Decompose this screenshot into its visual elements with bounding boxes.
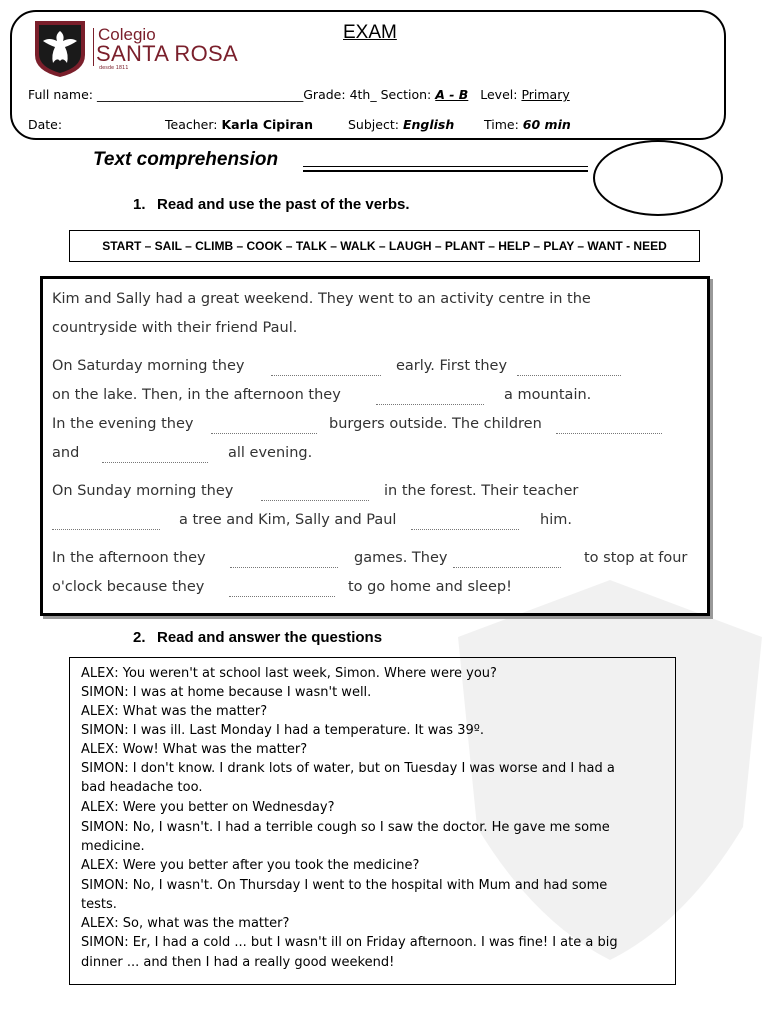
story-line: On Saturday morning they	[52, 358, 245, 374]
dialog-line: ALEX: Wow! What was the matter?	[81, 742, 308, 757]
dialog-line: dinner ... and then I had a really good weekend!	[81, 955, 395, 970]
verb-list: START – SAIL – CLIMB – COOK – TALK – WALK – LAUGH – PLANT – HELP – PLAY – WANT - NEED	[102, 239, 667, 253]
story-line: and	[52, 445, 80, 461]
question-1-heading	[133, 196, 410, 213]
school-crest-logo	[31, 17, 89, 79]
answer-blank[interactable]	[453, 567, 561, 568]
question-2-number: 2.	[133, 629, 146, 646]
dialog-line: ALEX: Were you better on Wednesday?	[81, 800, 335, 815]
answer-blank[interactable]	[261, 500, 369, 501]
answer-blank[interactable]	[229, 596, 335, 597]
story-line: Kim and Sally had a great weekend. They went to an activity centre in the	[52, 291, 591, 307]
section-title-rule-thin	[303, 166, 588, 167]
story-line: games. They	[354, 550, 448, 566]
dialog-line: SIMON: I was ill. Last Monday I had a temperature. It was 39º.	[81, 723, 485, 738]
story-line: to stop at four	[584, 550, 688, 566]
dialog-line: ALEX: What was the matter?	[81, 704, 268, 719]
dialog-line: SIMON: I was at home because I wasn't well.	[81, 685, 372, 700]
answer-blank[interactable]	[556, 433, 662, 434]
verb-list-box	[69, 230, 700, 262]
time-value: 60 min	[522, 117, 571, 132]
teacher-row	[165, 117, 313, 132]
answer-blank[interactable]	[271, 375, 381, 376]
story-line: in the forest. Their teacher	[384, 483, 579, 499]
answer-blank[interactable]	[230, 567, 338, 568]
answer-blank[interactable]	[411, 529, 519, 530]
dialog-line: ALEX: You weren't at school last week, Simon. Where were you?	[81, 666, 497, 681]
dialog-line: SIMON: Er, I had a cold ... but I wasn't ill on Friday afternoon. I was fine! I ate a big	[81, 935, 618, 950]
dialog-line: ALEX: So, what was the matter?	[81, 916, 290, 931]
story-line: all evening.	[228, 445, 313, 461]
story-box	[40, 276, 710, 616]
level-label: Level:	[480, 87, 518, 102]
score-oval	[593, 140, 723, 216]
subject-row	[348, 117, 454, 132]
grade-value: 4th_	[349, 87, 377, 102]
logo-divider	[93, 28, 94, 66]
exam-title: EXAM	[343, 22, 397, 43]
question-2-text: Read and answer the questions	[157, 629, 383, 646]
level-value: Primary	[521, 87, 570, 102]
story-line: In the evening they	[52, 416, 194, 432]
dialog-line: ALEX: Were you better after you took the medicine?	[81, 858, 420, 873]
section-title: Text comprehension	[93, 149, 279, 170]
dialog-line: medicine.	[81, 839, 145, 854]
school-founded: desde 1811	[99, 65, 129, 71]
teacher-value: Karla Cipiran	[221, 117, 314, 132]
story-line: early. First they	[396, 358, 508, 374]
dialog-line: SIMON: No, I wasn't. I had a terrible cough so I saw the doctor. He gave me some	[81, 820, 610, 835]
time-label: Time:	[484, 117, 519, 132]
subject-label: Subject:	[348, 117, 399, 132]
dialog-box	[69, 657, 676, 985]
story-line: On Sunday morning they	[52, 483, 234, 499]
story-line: on the lake. Then, in the afternoon they	[52, 387, 341, 403]
dialog-line: SIMON: I don't know. I drank lots of water, but on Tuesday I was worse and I had a	[81, 761, 615, 776]
dialog-line: SIMON: No, I wasn't. On Thursday I went to the hospital with Mum and had some	[81, 878, 608, 893]
section-label: Section:	[380, 87, 432, 102]
full-name-label: Full name:	[28, 87, 94, 102]
teacher-label: Teacher:	[165, 117, 218, 132]
question-1-text: Read and use the past of the verbs.	[157, 196, 410, 213]
story-line: a mountain.	[504, 387, 592, 403]
answer-blank[interactable]	[376, 404, 484, 405]
story-line: him.	[540, 512, 572, 528]
school-name-line2: SANTA ROSA	[96, 41, 238, 66]
story-line: burgers outside. The children	[329, 416, 542, 432]
dialog-line: tests.	[81, 897, 117, 912]
story-line: to go home and sleep!	[348, 579, 512, 595]
answer-blank[interactable]	[52, 529, 160, 530]
section-title-rule	[303, 170, 588, 172]
grade-label: Grade:	[303, 87, 346, 102]
full-name-row	[28, 87, 570, 102]
answer-blank[interactable]	[211, 433, 317, 434]
story-line: In the afternoon they	[52, 550, 206, 566]
subject-value: English	[402, 117, 455, 132]
date-label: Date:	[28, 117, 63, 132]
question-2-heading	[133, 629, 382, 646]
dialog-line: bad headache too.	[81, 780, 203, 795]
story-line: countryside with their friend Paul.	[52, 320, 298, 336]
answer-blank[interactable]	[517, 375, 621, 376]
question-1-number: 1.	[133, 196, 146, 213]
school-name-line1: Colegio	[98, 25, 156, 44]
answer-blank[interactable]	[102, 462, 208, 463]
story-line: a tree and Kim, Sally and Paul	[179, 512, 397, 528]
time-row	[484, 117, 571, 132]
story-line: o'clock because they	[52, 579, 205, 595]
section-value: A - B	[435, 87, 469, 102]
full-name-field[interactable]: _________________________________	[97, 87, 304, 102]
